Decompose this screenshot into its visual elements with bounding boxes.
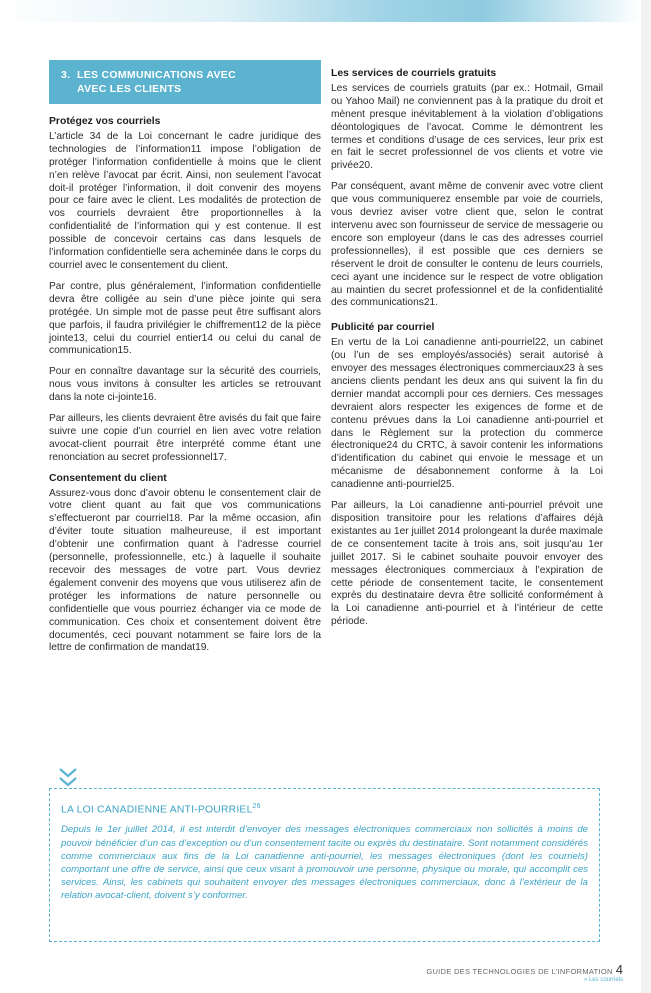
heading-protect-emails: Protégez vos courriels bbox=[49, 116, 161, 127]
top-decorative-banner bbox=[0, 0, 641, 22]
paragraph: Par contre, plus généralement, l’information confidentielle devra être colligée au sein d’une pièce jointe qui sera protégée. Un simple mot de passe peut être suffisant alors que parfois, il faudra privilégier le chiffrement12 de la pièce jointe13, celui du courriel entier14 ou celui du canal de communication15. bbox=[49, 280, 321, 357]
paragraph: Par ailleurs, les clients devraient être avisés du fait que faire suivre une copie d’un courriel en lien avec votre relation avocat-client pourrait être interprété comme étant une renonciation au secret professionnel17. bbox=[49, 413, 321, 463]
callout-title bbox=[61, 803, 588, 815]
section-number: 3. bbox=[61, 69, 71, 81]
left-column bbox=[49, 60, 321, 663]
paragraph: Les services de courriels gratuits (par ex.: Hotmail, Gmail ou Yahoo Mail) ne conviennent pas à la pratique du droit et mènent presque inévitablement à la violation d’obligations déontologiques de l’avocat. Comme le démontrent les termes et conditions d’usage de ces services, leur prix est en fait le secret professionnel de vos clients et votre vie privée20. bbox=[331, 82, 603, 172]
page-edge bbox=[641, 0, 651, 993]
footer-guide-title: GUIDE DES TECHNOLOGIES DE L’INFORMATION bbox=[426, 967, 613, 976]
double-chevron-down-icon bbox=[58, 767, 78, 789]
section-title-line2: AVEC LES CLIENTS bbox=[77, 83, 182, 95]
heading-free-email-services: Les services de courriels gratuits bbox=[331, 68, 497, 79]
callout-footnote-ref: 26 bbox=[252, 803, 261, 810]
section-title-line1: LES COMMUNICATIONS AVEC bbox=[77, 69, 236, 81]
paragraph: Par ailleurs, la Loi canadienne anti-pourriel prévoit une disposition transitoire pour les relations d’affaires déjà existantes au 1er juillet 2014 prolongeant la durée maximale de ce consentement tacite à trois ans, soit jusqu’au 1er juillet 2017. Si le cabinet souhaite pouvoir envoyer des messages électroniques commerciaux à l’expiration de cette période de consentement tacite, le consentement exprès du destinataire devra être sollicité conformément à la Loi canadienne anti-pourriel et à l’intérieur de cette période. bbox=[331, 500, 603, 628]
heading-client-consent: Consentement du client bbox=[49, 472, 167, 484]
callout-box bbox=[49, 788, 600, 942]
paragraph: Assurez-vous donc d’avoir obtenu le consentement clair de votre client quant au fait que vos communications s’effectueront par courriel18. Par la même occasion, afin d’éviter toute situation malheureuse, il est important d’obtenir une confirmation quant à l’adresse courriel (personnelle, professionnelle, etc.) à laquelle il souhaite recevoir des messages de votre part. Vous devriez également convenir des moyens que vous utiliserez afin de protéger les informations de nature personnelle ou confidentielle que vous pourriez échanger via ce mode de communication. Ces choix et consentement doivent être documentés, ceci pouvant notamment se faire lors de la lettre de confirmation de mandat19. bbox=[49, 487, 321, 654]
heading-email-advertising: Publicité par courriel bbox=[331, 322, 435, 334]
footer-subsection: » Les courriels bbox=[583, 977, 623, 983]
right-column bbox=[331, 68, 603, 637]
paragraph: Par conséquent, avant même de convenir avec votre client que vous communiquerez ensemble par voie de courriels, vous devriez aviser votre client que, selon le contrat intervenu avec son fournisseur de service de messagerie ou encore son employeur (dans le cas des adresses courriel professionnelles), il est possible que ces derniers se réservent le droit de consulter le contenu de leurs courriels, ceci ayant une incidence sur le respect de votre obligation au maintien du secret professionnel et de la confidentialité des communications21. bbox=[331, 181, 603, 309]
page-number: 4 bbox=[615, 962, 623, 977]
callout-body: Depuis le 1er juillet 2014, il est interdit d’envoyer des messages électroniques commerciaux non sollicités à moins de pouvoir bénéficier d’un cas d’exception ou d’un consentement tacite ou exprès du destinataire. Sont notamment considérés comme commerciaux aux fins de la Loi canadienne anti-pourriel, les messages électroniques (dont les courriels) comportant une offre de service, ainsi que ceux visant à promouvoir une personne, physique ou morale, qui accomplit ces services. Ainsi, les cabinets qui souhaitent envoyer des messages électroniques commerciaux, donc à l’extérieur de la relation avocat-client, doivent s’y conformer. bbox=[61, 824, 588, 901]
page-footer bbox=[426, 961, 623, 983]
paragraph: Pour en connaître davantage sur la sécurité des courriels, nous vous invitons à consulter les articles se retrouvant dans la note ci-jointe16. bbox=[49, 366, 321, 404]
paragraph: L’article 34 de la Loi concernant le cadre juridique des technologies de l’information11 impose l’obligation de protéger l’information confidentielle à moins que le client n’en relève l’avocat par écrit. Ainsi, non seulement l’avocat doit-il protéger l’information, il doit convenir des moyens pour ce faire avec le client. Les modalités de protection de vos courriels devraient être proportionnelles à la confidentialité de l’information qui y est contenue. Il est possible de concevoir certains cas dans lesquels de l’information confidentielle sera acheminée dans le corps du courriel avec le consentement du client. bbox=[49, 130, 321, 271]
callout-title-text: LA LOI CANADIENNE ANTI-POURRIEL bbox=[61, 804, 253, 816]
paragraph: En vertu de la Loi canadienne anti-pourriel22, un cabinet (ou l’un de ses employés/associés) serait autorisé à envoyer des messages électroniques commerciaux23 à ses anciens clients pendant les deux ans qui suivent la fin du dernier mandat accompli pour ces derniers. Ces messages devraient alors respecter les exigences de forme et de contenu prévues dans la Loi canadienne anti-pourriel et dans le Règlement sur la protection du commerce électronique24 du CRTC, à savoir contenir les informations d’identification du cabinet qui envoie le message et un mécanisme de désabonnement conforme à la Loi canadienne anti-pourriel25. bbox=[331, 337, 603, 491]
section-heading-box bbox=[49, 60, 321, 104]
